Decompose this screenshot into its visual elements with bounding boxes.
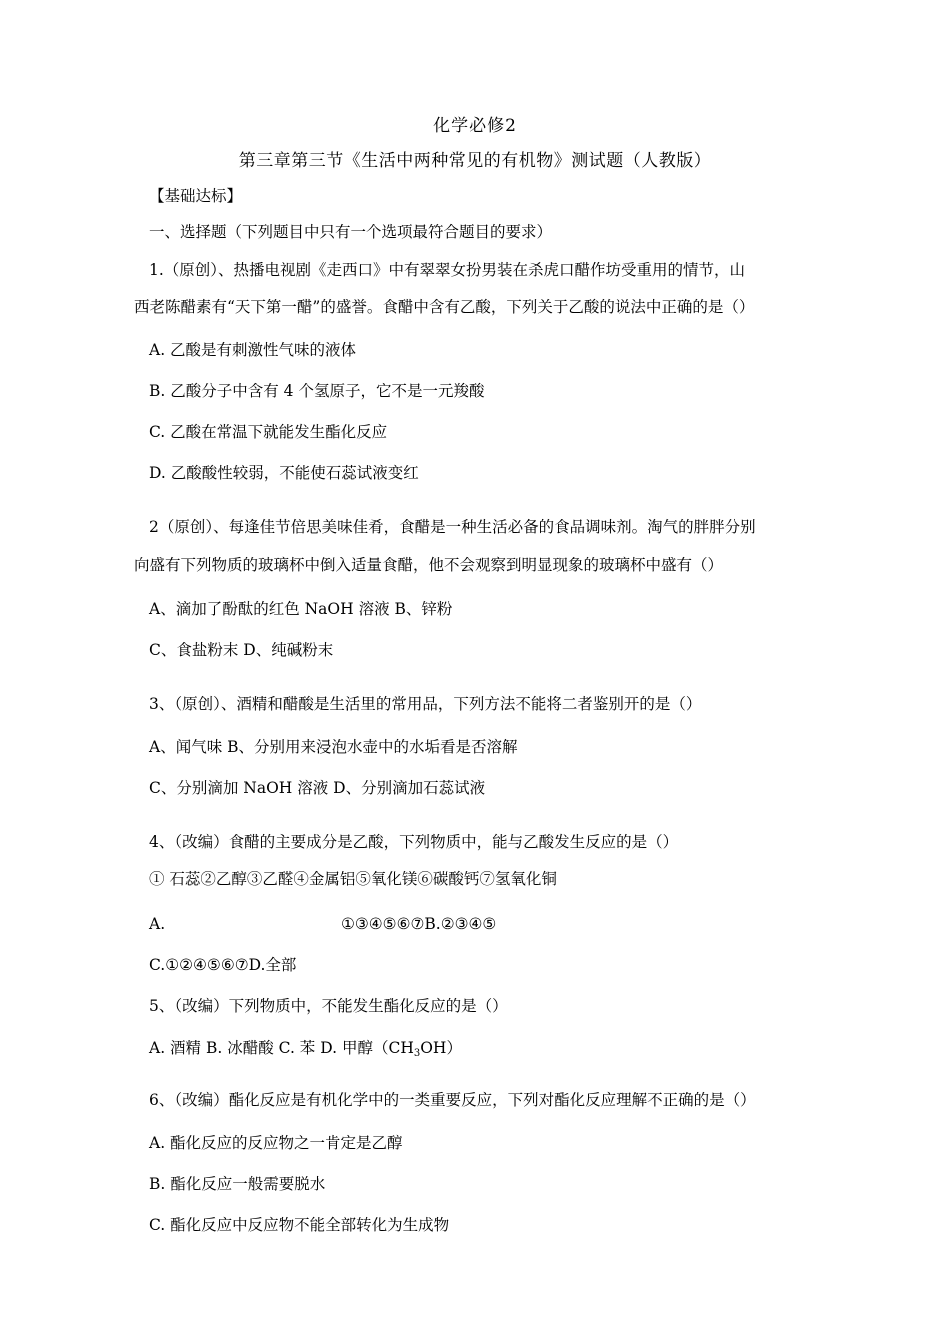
- q1-option-a: A. 乙酸是有刺激性气味的液体: [149, 341, 357, 359]
- q5-options-post: OH）: [420, 1039, 462, 1057]
- q2-stem-line1: 2（原创）、每逢佳节倍思美味佳肴，食醋是一种生活必备的食品调味剂。淘气的胖胖分别: [149, 518, 756, 536]
- q4-stem: 4、（改编）食醋的主要成分是乙酸，下列物质中，能与乙酸发生反应的是（）: [149, 833, 679, 851]
- q6-option-a: A. 酯化反应的反应物之一肯定是乙醇: [149, 1134, 403, 1152]
- q6-option-c: C. 酯化反应中反应物不能全部转化为生成物: [149, 1216, 450, 1234]
- q6-option-b: B. 酯化反应一般需要脱水: [149, 1175, 326, 1193]
- q5-options-pre: A. 酒精 B. 冰醋酸 C. 苯 D. 甲醇（CH: [149, 1039, 414, 1057]
- q1-option-b: B. 乙酸分子中含有 4 个氢原子，它不是一元羧酸: [149, 382, 485, 400]
- q1-stem-line2: 西老陈醋素有“天下第一醋”的盛誉。食醋中含有乙酸，下列关于乙酸的说法中正确的是（）: [134, 298, 755, 316]
- section-heading: 【基础达标】: [149, 187, 243, 205]
- q1-option-d: D. 乙酸酸性较弱，不能使石蕊试液变红: [149, 464, 419, 482]
- part-heading: 一、选择题（下列题目中只有一个选项最符合题目的要求）: [149, 223, 553, 241]
- q5-stem: 5、（改编）下列物质中，不能发生酯化反应的是（）: [149, 997, 508, 1015]
- q2-options-ab: A、滴加了酚酞的红色 NaOH 溶液 B、锌粉: [149, 600, 453, 618]
- q1-stem-line1: 1.（原创）、热播电视剧《走西口》中有翠翠女扮男装在杀虎口醋作坊受重用的情节，山: [149, 261, 746, 279]
- q1-option-c: C. 乙酸在常温下就能发生酯化反应: [149, 423, 388, 441]
- q3-stem: 3、（原创）、酒精和醋酸是生活里的常用品，下列方法不能将二者鉴别开的是（）: [149, 695, 702, 713]
- q4-options-ab: ①③④⑤⑥⑦B.②③④⑤: [341, 915, 497, 933]
- q4-items: ① 石蕊②乙醇③乙醛④金属铝⑤氧化镁⑥碳酸钙⑦氢氧化铜: [149, 870, 557, 888]
- q4-option-a-label: A.: [149, 915, 166, 933]
- q5-subscript: 3: [413, 1048, 421, 1059]
- q4-options-cd: C.①②④⑤⑥⑦D.全部: [149, 956, 297, 974]
- q3-options-cd: C、分别滴加 NaOH 溶液 D、分别滴加石蕊试液: [149, 779, 486, 797]
- q3-options-ab: A、闻气味 B、分别用来浸泡水壶中的水垢看是否溶解: [149, 738, 518, 756]
- q5-options: [149, 1038, 462, 1064]
- doc-subtitle: 第三章第三节《生活中两种常见的有机物》测试题（人教版）: [238, 151, 712, 171]
- q2-stem-line2: 向盛有下列物质的玻璃杯中倒入适量食醋，他不会观察到明显现象的玻璃杯中盛有（）: [134, 556, 724, 574]
- q6-stem: 6、（改编）酯化反应是有机化学中的一类重要反应，下列对酯化反应理解不正确的是（）: [149, 1091, 756, 1109]
- doc-title: 化学必修2: [433, 116, 517, 136]
- q2-options-cd: C、食盐粉末 D、纯碱粉末: [149, 641, 334, 659]
